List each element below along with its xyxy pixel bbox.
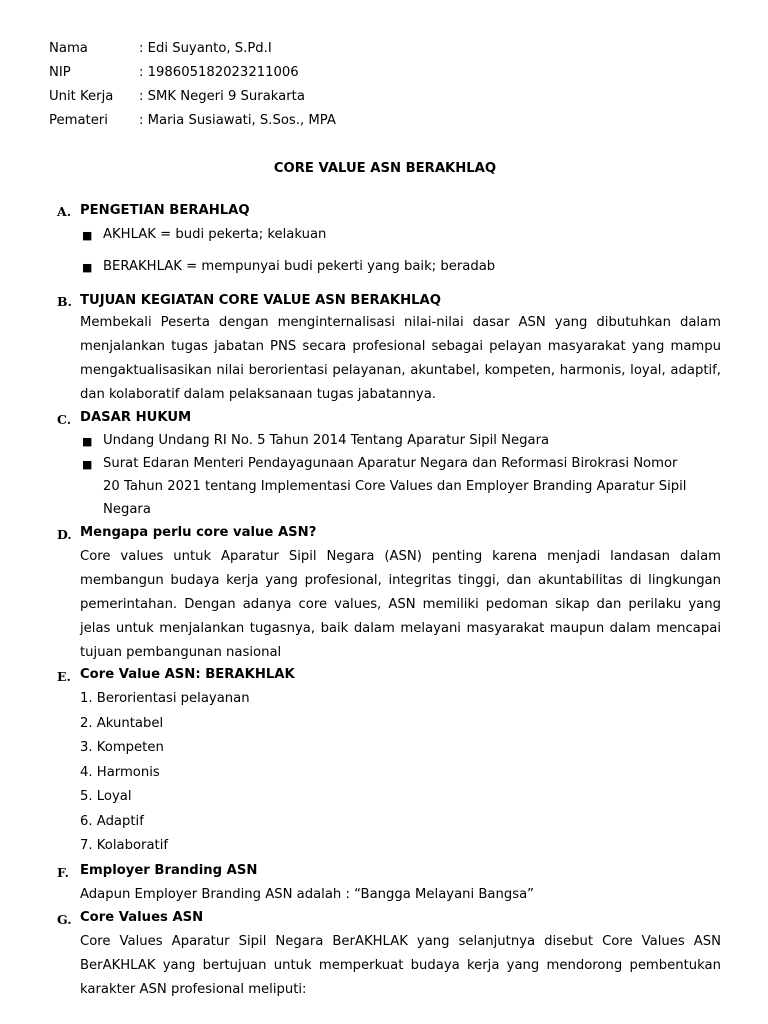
section-c-bullet-1: Undang Undang RI No. 5 Tahun 2014 Tentang Aparatur Sipil Negara — [103, 433, 550, 448]
section-c-bullet-2-cont-2: Negara — [103, 502, 151, 517]
section-f-heading: Employer Branding ASN — [80, 863, 258, 878]
section-a-heading: PENGETIAN BERAHLAQ — [80, 203, 250, 218]
section-f-letter: F. — [57, 865, 69, 880]
section-e-letter: E. — [57, 669, 71, 684]
info-label-pemateri: Pemateri — [49, 113, 108, 128]
section-f-text: Adapun Employer Branding ASN adalah : “Bangga Melayani Bangsa” — [80, 887, 535, 902]
section-g-heading: Core Values ASN — [80, 910, 204, 925]
list-item: 3. Kompeten — [80, 740, 164, 755]
info-value-unit-kerja: : SMK Negeri 9 Surakarta — [139, 89, 305, 104]
section-b-paragraph: Membekali Peserta dengan menginternalisasi nilai-nilai dasar ASN yang dibutuhkan dalam menjalankan tugas jabatan PNS secara profesional sebagai pelayan masyarakat yang mampu mengaktualisasikan nilai berorientasi pelayanan, akuntabel, kompeten, harmonis, loyal, adaptif, dan kolaboratif dalam pelaksanaan tugas jabatannya. — [80, 315, 721, 402]
list-item: 1. Berorientasi pelayanan — [80, 691, 250, 706]
bullet-square-icon: ■ — [82, 435, 93, 448]
section-c-bullet-2-cont-1: 20 Tahun 2021 tentang Implementasi Core Values dan Employer Branding Aparatur Sipil — [103, 479, 687, 494]
section-c-letter: C. — [57, 412, 72, 427]
info-value-nama: : Edi Suyanto, S.Pd.I — [139, 41, 272, 56]
list-item: 2. Akuntabel — [80, 716, 164, 731]
section-g-letter: G. — [57, 912, 72, 927]
section-d-heading: Mengapa perlu core value ASN? — [80, 525, 317, 540]
section-b-heading: TUJUAN KEGIATAN CORE VALUE ASN BERAKHLAQ — [80, 293, 441, 308]
document-title: CORE VALUE ASN BERAKHLAQ — [273, 161, 497, 176]
section-c-heading: DASAR HUKUM — [80, 410, 192, 425]
info-value-pemateri: : Maria Susiawati, S.Sos., MPA — [139, 113, 336, 128]
section-c-bullet-2: Surat Edaran Menteri Pendayagunaan Aparatur Negara dan Reformasi Birokrasi Nomor — [103, 456, 678, 471]
list-item: 7. Kolaboratif — [80, 838, 168, 853]
info-value-nip: : 198605182023211006 — [139, 65, 299, 80]
bullet-square-icon: ■ — [82, 229, 93, 242]
list-item: 4. Harmonis — [80, 765, 160, 780]
section-e-heading: Core Value ASN: BERAKHLAK — [80, 667, 295, 682]
section-a-letter: A. — [57, 204, 72, 219]
list-item: 5. Loyal — [80, 789, 132, 804]
section-a-bullet-2: BERAKHLAK = mempunyai budi pekerti yang baik; beradab — [103, 259, 496, 274]
section-b-letter: B. — [57, 294, 72, 309]
info-label-unit-kerja: Unit Kerja — [49, 89, 114, 104]
info-label-nip: NIP — [49, 65, 71, 80]
section-a-bullet-1: AKHLAK = budi pekerta; kelakuan — [103, 227, 327, 242]
bullet-square-icon: ■ — [82, 458, 93, 471]
bullet-square-icon: ■ — [82, 261, 93, 274]
section-d-paragraph: Core values untuk Aparatur Sipil Negara (ASN) penting karena menjadi landasan dalam membangun budaya kerja yang profesional, integritas tinggi, dan akuntabilitas di lingkungan pemerintahan. Dengan adanya core values, ASN memiliki pedoman sikap dan perilaku yang jelas untuk menjalankan tugasnya, baik dalam melayani masyarakat maupun dalam mencapai tujuan pembangunan nasional — [80, 549, 721, 660]
section-d-letter: D. — [57, 527, 72, 542]
info-label-nama: Nama — [49, 41, 88, 56]
section-g-paragraph: Core Values Aparatur Sipil Negara BerAKHLAK yang selanjutnya disebut Core Values ASN BerAKHLAK yang bertujuan untuk memperkuat budaya kerja yang mendorong pembentukan karakter ASN profesional meliputi: — [80, 934, 721, 997]
list-item: 6. Adaptif — [80, 814, 144, 829]
